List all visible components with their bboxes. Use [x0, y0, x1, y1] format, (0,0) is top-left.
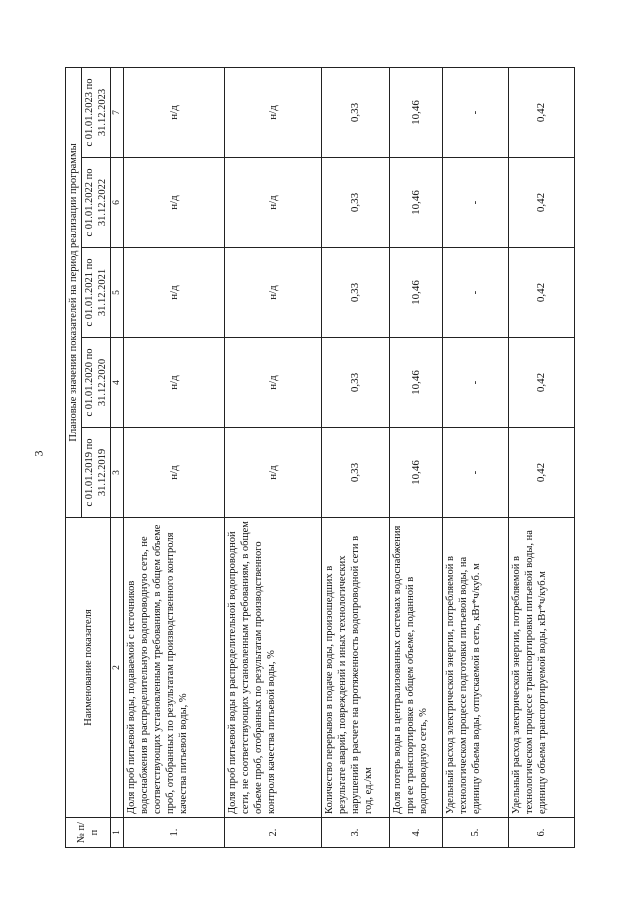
plan-value: 0,42 — [508, 428, 574, 518]
plan-value: 10,46 — [390, 158, 443, 248]
indicators-table — [65, 67, 575, 848]
row-number: 1. — [124, 818, 225, 848]
plan-value: 0,42 — [508, 67, 574, 157]
table-row — [321, 67, 389, 847]
row-number: 5. — [442, 818, 508, 848]
plan-value: 0,33 — [321, 248, 389, 338]
plan-value: н/д — [124, 158, 225, 248]
indicator-name: Количество перерывов в подаче воды, произошедших в результате аварий, повреждений и иных технологических нарушений в расчете на протяженность водопроводной сети в год, ед./км — [321, 518, 389, 818]
col-header-group: Плановые значения показателей на период реализации программы — [66, 67, 82, 517]
plan-value: н/д — [124, 428, 225, 518]
plan-value: - — [442, 248, 508, 338]
col-index: 1 — [111, 818, 124, 848]
plan-value: - — [442, 158, 508, 248]
plan-value: н/д — [225, 158, 322, 248]
plan-value: н/д — [225, 428, 322, 518]
row-number: 2. — [225, 818, 322, 848]
plan-value: н/д — [225, 338, 322, 428]
col-header-period: с 01.01.2020 по 31.12.2020 — [82, 338, 111, 428]
row-number: 3. — [321, 818, 389, 848]
col-index: 3 — [111, 428, 124, 518]
col-header-period: с 01.01.2023 по 31.12.2023 — [82, 67, 111, 157]
plan-value: н/д — [225, 248, 322, 338]
plan-value: 0,42 — [508, 158, 574, 248]
plan-value: н/д — [124, 67, 225, 157]
plan-value: 10,46 — [390, 67, 443, 157]
plan-value: 0,33 — [321, 67, 389, 157]
plan-value: - — [442, 67, 508, 157]
table-row — [225, 67, 322, 847]
table-row — [508, 67, 574, 847]
col-index: 6 — [111, 158, 124, 248]
indicator-name: Удельный расход электрической энергии, потребляемой в технологическом процессе транспортировки питьевой воды, на единицу объема транспортируемой воды, кВт*ч/куб.м — [508, 518, 574, 818]
col-header-name: Наименование показателя — [66, 518, 111, 818]
col-header-num: № п/п — [66, 818, 111, 848]
table-row — [390, 67, 443, 847]
row-number: 6. — [508, 818, 574, 848]
plan-value: 0,33 — [321, 428, 389, 518]
table-row — [442, 67, 508, 847]
plan-value: - — [442, 428, 508, 518]
plan-value: 0,33 — [321, 338, 389, 428]
col-header-period: с 01.01.2019 по 31.12.2019 — [82, 428, 111, 518]
plan-value: н/д — [225, 67, 322, 157]
plan-value: 0,33 — [321, 158, 389, 248]
col-header-period: с 01.01.2022 по 31.12.2022 — [82, 158, 111, 248]
col-index: 4 — [111, 338, 124, 428]
indicator-name: Доля проб питьевой воды, подаваемой с источников водоснабжения в распределительную водопроводную сеть, не соответствующих установленным требованиям, в общем объеме проб, отобранных по результатам производственного контроля качества питьевой воды, % — [124, 518, 225, 818]
plan-value: н/д — [124, 338, 225, 428]
col-index: 2 — [111, 518, 124, 818]
indicator-name: Удельный расход электрической энергии, потребляемой в технологическом процессе подготовки питьевой воды, на единицу объема воды, отпускаемой в сеть, кВт*ч/куб. м — [442, 518, 508, 818]
plan-value: 10,46 — [390, 428, 443, 518]
row-number: 4. — [390, 818, 443, 848]
col-index: 7 — [111, 67, 124, 157]
col-header-period: с 01.01.2021 по 31.12.2021 — [82, 248, 111, 338]
plan-value: - — [442, 338, 508, 428]
plan-value: н/д — [124, 248, 225, 338]
plan-value: 0,42 — [508, 248, 574, 338]
page-number: 3 — [31, 450, 46, 457]
table-row — [124, 67, 225, 847]
plan-value: 10,46 — [390, 248, 443, 338]
col-index: 5 — [111, 248, 124, 338]
indicator-name: Доля потерь воды в централизованных системах водоснабжения при ее транспортировке в общем объеме, поданной в водопроводную сеть, % — [390, 518, 443, 818]
plan-value: 0,42 — [508, 338, 574, 428]
plan-value: 10,46 — [390, 338, 443, 428]
rotated-table-container — [65, 68, 575, 848]
indicator-name: Доля проб питьевой воды в распределительной водопроводной сети, не соответствующих установленным требованиям, в общем объеме проб, отобранных по результатам производственного контроля качества питьевой воды, % — [225, 518, 322, 818]
